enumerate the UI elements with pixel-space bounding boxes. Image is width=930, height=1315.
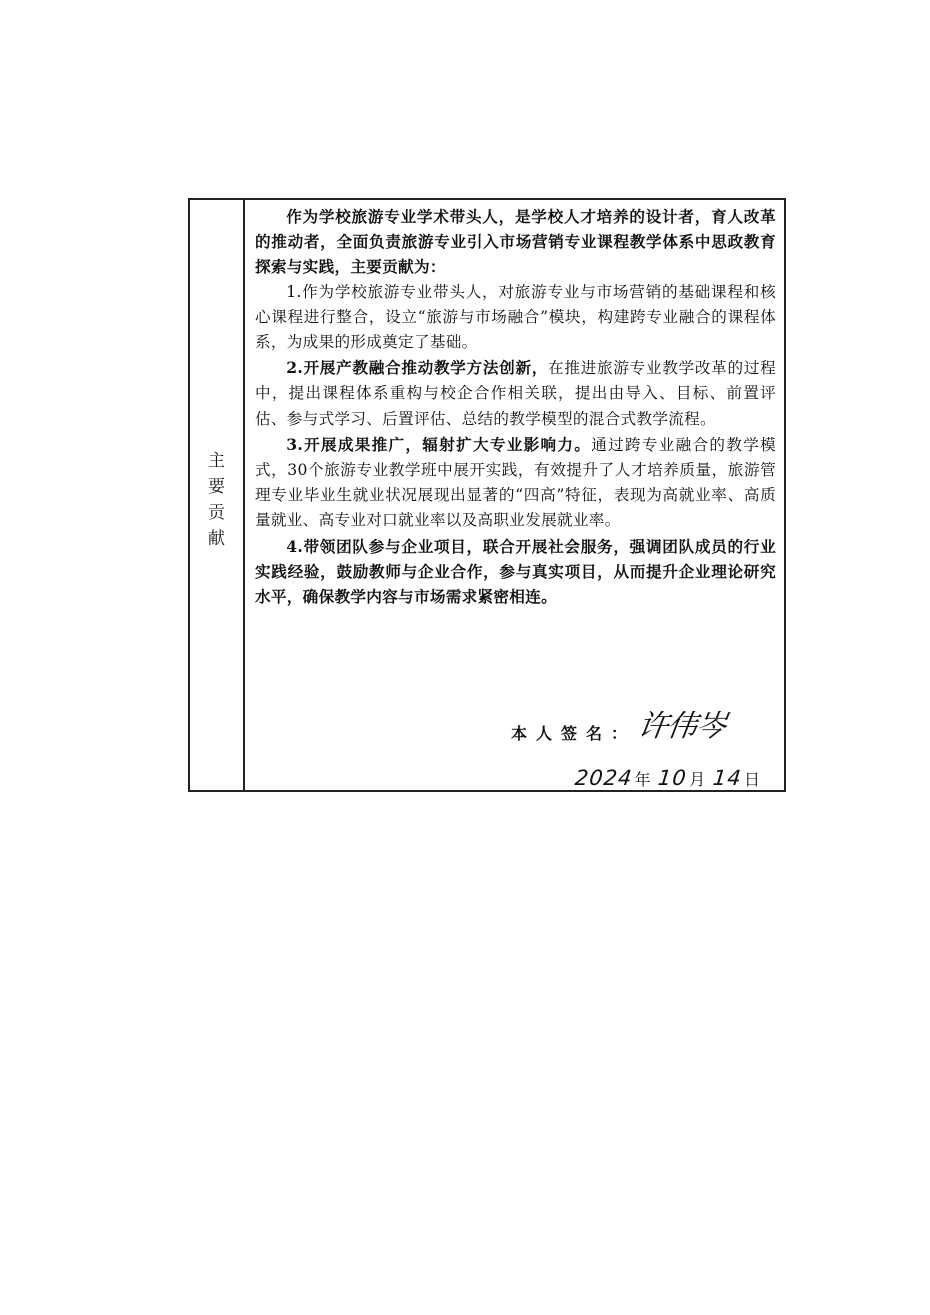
- signature-row: [511, 709, 728, 744]
- contribution-table: [188, 198, 786, 792]
- date-month-unit: 月: [689, 770, 706, 789]
- signature-label: 本人签名：: [511, 724, 637, 743]
- date-day-unit: 日: [743, 770, 760, 789]
- contribution-item-4: 4.带领团队参与企业项目，联合开展社会服务，强调团队成员的行业实践经验，鼓励教师与企业合作，参与真实项目，从而提升企业理论研究水平，确保教学内容与市场需求紧密相连。: [255, 536, 776, 607]
- date-year: 2024: [573, 766, 634, 790]
- contribution-item-1: 1.作为学校旅游专业带头人，对旅游专业与市场营销的基础课程和核心课程进行整合，设立“旅游与市场融合”模块，构建跨专业融合的课程体系，为成果的形成奠定了基础。: [255, 282, 776, 352]
- row-label: 主要贡献: [208, 451, 225, 549]
- label-cell: [190, 200, 245, 790]
- contribution-item-3: 3.开展成果推广，辐射扩大专业影响力。通过跨专业融合的教学模式，30个旅游专业教学班中展开实践，有效提升了人才培养质量，旅游管理专业毕业生就业状况展现出显著的“四高”特征，表现为高就业率、高质量就业、高专业对口就业率以及高职业发展就业率。: [255, 434, 776, 530]
- content-cell: [245, 200, 784, 790]
- contribution-item-2: 2.开展产教融合推动教学方法创新，在推进旅游专业教学改革的过程中，提出课程体系重构与校企合作相关联，提出由导入、目标、前置评估、参与式学习、后置评估、总结的教学模型的混合式教学流程。: [255, 358, 776, 428]
- handwritten-signature: 许伟岑: [635, 709, 728, 744]
- signature-date: [575, 766, 768, 790]
- intro-paragraph: 作为学校旅游专业学术带头人，是学校人才培养的设计者，育人改革的推动者，全面负责旅游专业引入市场营销专业课程教学体系中思政教育探索与实践，主要贡献为：: [255, 207, 776, 277]
- date-month: 10: [657, 766, 689, 790]
- date-day: 14: [711, 766, 744, 790]
- date-year-unit: 年: [634, 770, 651, 789]
